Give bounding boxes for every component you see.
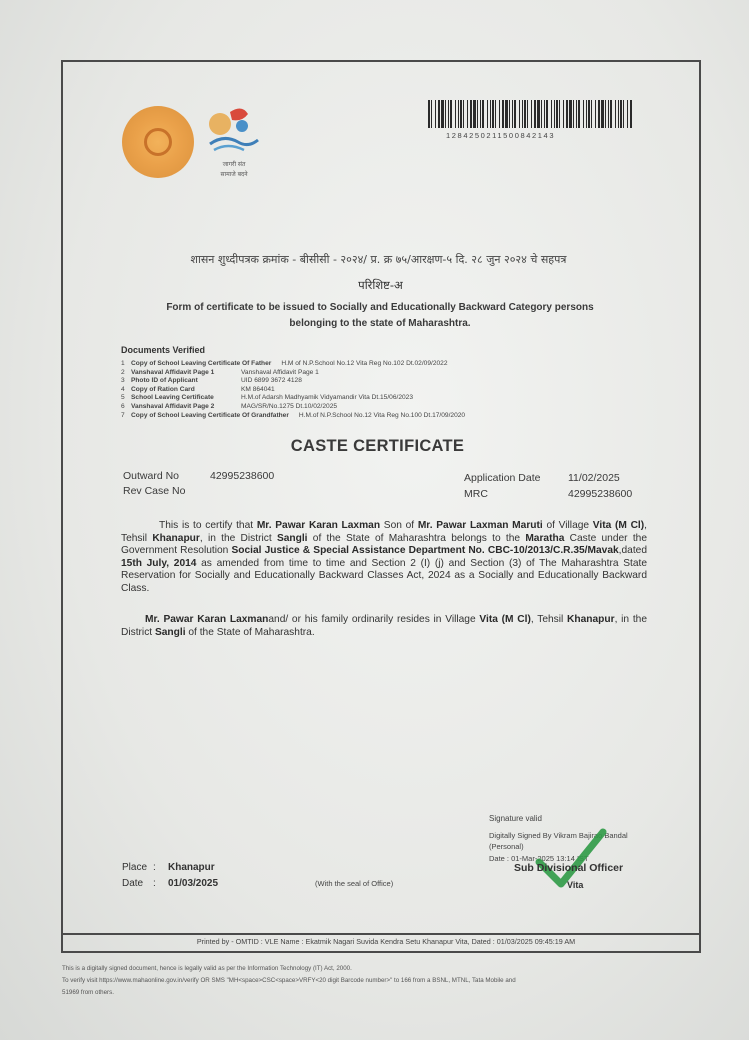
application-date-value: 11/02/2025 [568, 472, 620, 484]
outward-value: 42995238600 [210, 470, 275, 482]
footer-line1: This is a digitally signed document, hence is legally valid as per the Information Technology (IT) Act, 2000. [62, 965, 352, 972]
document-item [121, 369, 465, 378]
text-span: , in the District [121, 614, 648, 638]
barcode-number: 1284250211500842143 [446, 131, 556, 140]
logo-text-line1: जागरी संत [222, 161, 246, 168]
date-label: Date [122, 878, 144, 889]
doc-name: Copy of Ration Card [131, 385, 195, 393]
certificate-title: CASTE CERTIFICATE [290, 437, 465, 455]
text-span: ,dated [618, 545, 647, 557]
signature-valid: Signature valid [489, 814, 542, 823]
doc-detail: H.M of N.P.School No.12 Vita Reg No.102 Dt.02/09/2022 [281, 360, 448, 367]
text-span: of Village [542, 520, 593, 531]
date-value: 01/03/2025 [168, 878, 219, 889]
place-value: Khanapur [168, 862, 215, 873]
doc-name: Photo ID of Applicant [131, 377, 198, 385]
government-seal [122, 106, 194, 178]
text-span: of the State of Maharashtra belongs to the [307, 532, 526, 544]
doc-detail: KM 864041 [241, 385, 275, 393]
doc-name: Copy of School Leaving Certificate Of Grandfather [131, 411, 289, 419]
doc-detail: H.M.of N.P.School No.12 Vita Reg No.100 Dt.17/09/2020 [298, 411, 466, 419]
doc-name: Copy of School Leaving Certificate Of Father [131, 360, 272, 367]
government-resolution: Social Justice & Special Assistance Department No. CBC-10/2013/C.R.35/Mavak [231, 545, 619, 557]
document-item [121, 360, 465, 369]
doc-num: 2 [121, 368, 125, 376]
certification-paragraph [121, 520, 647, 596]
document-item [121, 377, 465, 386]
mrc-label: MRC [464, 488, 488, 500]
place-colon: : [153, 862, 156, 873]
form-title-line1: Form of certificate to be issued to Socially and Educationally Backward Category persons [166, 302, 594, 313]
date-colon: : [153, 878, 156, 889]
applicant-name: Mr. Pawar Karan Laxman [256, 520, 381, 531]
department-logo [204, 104, 264, 184]
seal-note: (With the seal of Office) [315, 879, 394, 888]
gr-reference: शासन शुध्दीपत्रक क्रमांक - बीसीसी - २०२४/ प्र. क्र ७५/आरक्षण-५ दि. २८ जुन २०२४ चे सहपत्र [190, 253, 567, 266]
father-name: Mr. Pawar Laxman Maruti [417, 520, 543, 531]
text-span: as amended from time to time and Section 2 (I) (j) and Section (3) of The Maharashtra State Reservation for Socially and Educationally Backward Classes Act, 2024 as a Socially and Educationally Backward Class. [121, 557, 647, 594]
text-span: , Tehsil [530, 614, 568, 625]
document-item [121, 403, 465, 412]
text-span: Caste under the Government Resolution [121, 532, 647, 557]
rev-case-label: Rev Case No [123, 485, 186, 497]
doc-detail: MAG/SR/No.1275 Dt.10/02/2025 [241, 402, 338, 410]
form-title [130, 300, 630, 332]
text-span: , Tehsil [121, 520, 648, 544]
text-span: This is to certify that [159, 520, 257, 531]
officer-designation: Sub Divisional Officer [514, 862, 624, 874]
appendix-heading: परिशिष्ट-अ [358, 278, 403, 292]
place-label: Place [122, 862, 148, 873]
text-span: Son of [380, 520, 418, 531]
doc-detail: H.M.of Adarsh Madhyamik Vidyamandir Vita Dt.15/06/2023 [241, 394, 414, 402]
applicant-name: Mr. Pawar Karan Laxman [145, 614, 269, 625]
doc-detail: UID 6899 3672 4128 [241, 377, 302, 385]
documents-heading: Documents Verified [121, 345, 206, 355]
text-span: , in the District [199, 532, 277, 544]
printed-by-bar: Printed by - OMTID : VLE Name : Ekatmik Nagari Suvida Kendra Setu Khanapur Vita, Dated : 01/03/2025 09:45:19 AM [63, 933, 699, 949]
tehsil-name: Khanapur [152, 532, 200, 544]
doc-name: Vanshaval Affidavit Page 2 [131, 402, 215, 410]
signed-by: Digitally Signed By Vikram Bajirao Bandal [489, 830, 628, 840]
caste-name: Maratha [525, 532, 565, 544]
village-name: Vita (M Cl) [592, 520, 645, 531]
text-span: and/ or his family ordinarily resides in Village [268, 614, 480, 625]
signature-personal: (Personal) [489, 842, 524, 851]
district-name: Sangli [154, 626, 186, 638]
footer-line2: To verify visit https://www.mahaonline.gov.in/verify OR SMS "MH<space>CSC<space>VRFY<20 digit Barcode number>" to 166 from a BSNL, MTNL, Tata Mobile and [62, 977, 516, 985]
doc-num: 6 [121, 402, 125, 410]
resolution-date: 15th July, 2014 [121, 557, 197, 569]
village-name: Vita (M Cl) [479, 614, 531, 625]
document-item [121, 412, 465, 421]
text-span: of the State of Maharashtra. [185, 626, 315, 638]
documents-list [121, 360, 465, 420]
residence-paragraph [121, 614, 647, 639]
doc-detail: Vanshaval Affidavit Page 1 [241, 368, 319, 376]
district-name: Sangli [276, 532, 308, 544]
officer-office: Vita [567, 880, 584, 890]
document-item [121, 386, 465, 395]
barcode [428, 100, 634, 128]
outward-label: Outward No [123, 470, 180, 482]
doc-num: 1 [121, 360, 125, 367]
doc-num: 4 [121, 385, 125, 393]
footer-note [62, 963, 712, 1000]
signature-date: Date : 01-Mar-2025 13:14 IST [489, 853, 589, 863]
doc-name: School Leaving Certificate [131, 394, 214, 402]
footer-line3: 51969 from others. [62, 989, 114, 997]
application-date-label: Application Date [464, 472, 541, 484]
doc-name: Vanshaval Affidavit Page 1 [131, 368, 215, 376]
mrc-value: 42995238600 [568, 488, 633, 500]
document-item [121, 394, 465, 403]
doc-num: 5 [121, 394, 125, 402]
logo-text-line2: सामाजे बदने [220, 171, 248, 178]
form-title-line2: belonging to the state of Maharashtra. [289, 318, 471, 329]
doc-num: 3 [121, 377, 125, 385]
doc-num: 7 [121, 411, 125, 419]
tehsil-name: Khanapur [567, 614, 615, 625]
